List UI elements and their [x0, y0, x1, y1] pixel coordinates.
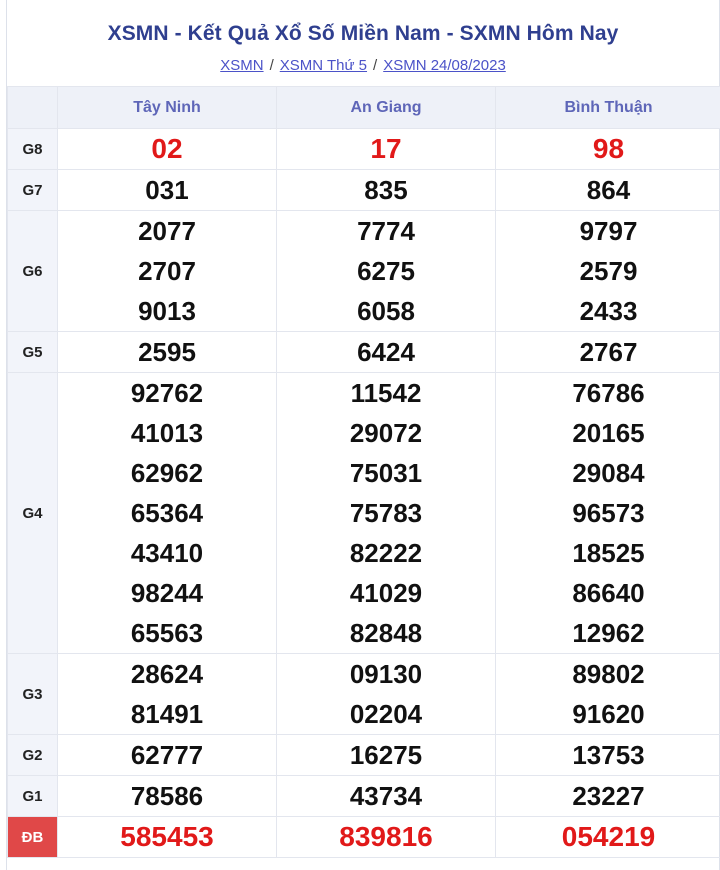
prize-cell [496, 817, 720, 858]
prize-label: G3 [8, 654, 58, 735]
prize-cell [277, 654, 496, 735]
prize-cell [496, 654, 720, 735]
prize-number: 835 [364, 175, 408, 205]
prize-number: 585453 [120, 821, 214, 852]
results-table [7, 86, 720, 858]
prize-number: 13753 [572, 740, 645, 770]
prize-cell [58, 332, 277, 373]
prize-number: 75783 [349, 498, 423, 528]
prize-cell [496, 373, 720, 654]
province-header[interactable]: An Giang [277, 87, 496, 129]
prize-number: 20165 [572, 418, 645, 448]
prize-number: 29072 [349, 418, 423, 448]
prize-number: 7774 [357, 216, 415, 246]
prize-number: 78586 [130, 781, 204, 811]
results-panel [6, 0, 720, 870]
header-corner [8, 87, 58, 129]
prize-number: 839816 [339, 821, 433, 852]
breadcrumb-link-thu5[interactable]: XSMN Thứ 5 [279, 57, 368, 74]
prize-cell [58, 817, 277, 858]
prize-cell [58, 373, 277, 654]
prize-number: 29084 [572, 458, 645, 488]
prize-cell [277, 211, 496, 332]
prize-number: 9797 [579, 216, 638, 246]
prize-number: 98244 [130, 578, 204, 608]
prize-cell [496, 170, 720, 211]
table-header-row [8, 87, 720, 129]
breadcrumb [7, 52, 719, 86]
prize-number: 2579 [579, 256, 638, 286]
prize-cell [277, 332, 496, 373]
prize-number: 89802 [572, 659, 645, 689]
prize-number: 2767 [579, 337, 638, 367]
prize-label: G7 [8, 170, 58, 211]
prize-number: 6424 [357, 337, 415, 367]
prize-number: 6275 [357, 256, 415, 286]
prize-number: 62962 [130, 458, 204, 488]
prize-number: 75031 [349, 458, 423, 488]
prize-number: 2595 [138, 337, 196, 367]
prize-number: 12962 [572, 618, 645, 648]
prize-number: 76786 [572, 378, 645, 408]
prize-label: G5 [8, 332, 58, 373]
prize-cell [58, 654, 277, 735]
prize-number: 28624 [130, 659, 204, 689]
table-row [8, 654, 720, 735]
prize-cell [58, 170, 277, 211]
table-row [8, 373, 720, 654]
table-row [8, 170, 720, 211]
prize-number: 2707 [138, 256, 196, 286]
breadcrumb-link-xsmn[interactable]: XSMN [220, 57, 264, 74]
prize-number: 6058 [357, 296, 415, 326]
table-row [8, 735, 720, 776]
prize-number: 18525 [572, 538, 645, 568]
prize-label: G1 [8, 776, 58, 817]
table-row [8, 776, 720, 817]
province-header[interactable]: Bình Thuận [496, 87, 720, 129]
prize-number: 82848 [349, 618, 423, 648]
prize-cell [277, 817, 496, 858]
breadcrumb-link-date[interactable]: XSMN 24/08/2023 [383, 57, 506, 74]
prize-cell [58, 129, 277, 170]
prize-number: 86640 [572, 578, 645, 608]
prize-cell [496, 332, 720, 373]
results-body [8, 129, 720, 858]
prize-number: 96573 [572, 498, 645, 528]
prize-number: 82222 [349, 538, 423, 568]
table-row [8, 211, 720, 332]
prize-number: 91620 [572, 699, 645, 729]
breadcrumb-separator: / [269, 57, 274, 74]
table-row [8, 332, 720, 373]
prize-cell [58, 776, 277, 817]
prize-number: 41029 [349, 578, 423, 608]
prize-cell [496, 129, 720, 170]
table-row [8, 129, 720, 170]
prize-number: 2077 [138, 216, 196, 246]
prize-number: 2433 [579, 296, 638, 326]
prize-number: 031 [145, 175, 189, 205]
prize-number: 02204 [349, 699, 423, 729]
prize-number: 16275 [349, 740, 423, 770]
prize-number: 23227 [572, 781, 645, 811]
prize-number: 43410 [130, 538, 204, 568]
prize-number: 41013 [130, 418, 204, 448]
page-title: XSMN - Kết Quả Xổ Số Miền Nam - SXMN Hôm Nay [107, 22, 619, 45]
prize-cell [277, 373, 496, 654]
prize-number: 92762 [130, 378, 204, 408]
prize-number: 11542 [350, 378, 422, 408]
prize-label: G4 [8, 373, 58, 654]
prize-cell [496, 776, 720, 817]
prize-label: ĐB [8, 817, 58, 858]
prize-cell [277, 170, 496, 211]
prize-cell [496, 735, 720, 776]
prize-number: 864 [586, 175, 631, 205]
prize-number: 81491 [130, 699, 204, 729]
prize-cell [277, 129, 496, 170]
breadcrumb-separator: / [373, 57, 378, 74]
prize-cell [277, 776, 496, 817]
prize-number: 62777 [130, 740, 204, 770]
prize-number: 09130 [349, 659, 423, 689]
prize-cell [496, 211, 720, 332]
prize-number: 9013 [138, 296, 196, 326]
prize-label: G2 [8, 735, 58, 776]
prize-label: G8 [8, 129, 58, 170]
prize-number: 43734 [349, 781, 423, 811]
prize-number: 054219 [561, 821, 656, 852]
prize-cell [58, 735, 277, 776]
prize-number: 65563 [130, 618, 204, 648]
prize-cell [58, 211, 277, 332]
prize-number: 65364 [130, 498, 204, 528]
prize-number: 98 [592, 133, 625, 164]
table-row [8, 817, 720, 858]
prize-number: 02 [151, 133, 183, 164]
prize-number: 17 [370, 133, 402, 164]
prize-label: G6 [8, 211, 58, 332]
province-header[interactable]: Tây Ninh [58, 87, 277, 129]
prize-cell [277, 735, 496, 776]
